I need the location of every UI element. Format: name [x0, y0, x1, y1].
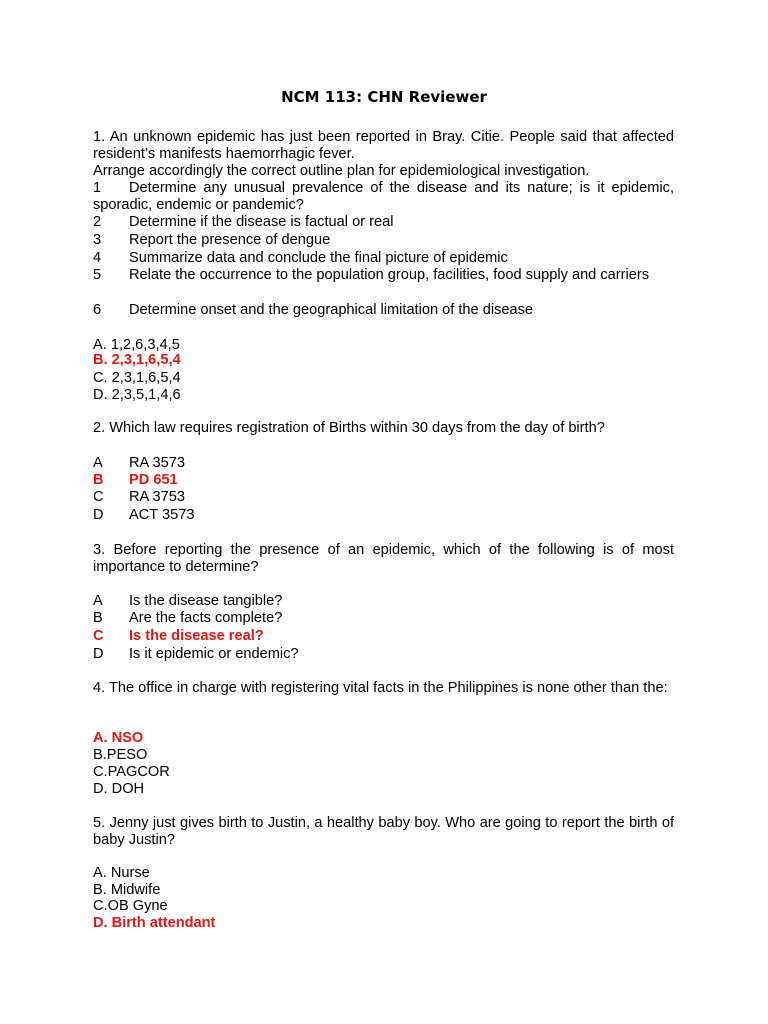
q1-option-d: D. 2,3,5,1,4,6	[93, 387, 181, 403]
q1-step-text: Relate the occurrence to the population group, facilities, food supply and carriers	[129, 267, 650, 283]
q3-stem: 3. Before reporting the presence of an epidemic, which of the following is of most importance to determine?	[93, 542, 674, 576]
option-text: Is it epidemic or endemic?	[129, 646, 299, 662]
q4-option-c: C.PAGCOR	[93, 764, 170, 780]
q5-stem: 5. Jenny just gives birth to Justin, a healthy baby boy. Who are going to report the birth of baby Justin?	[93, 815, 674, 849]
q4-option-a-answer: A. NSO	[93, 730, 144, 746]
q5-option-c: C.OB Gyne	[93, 898, 168, 914]
q1-stem: 1. An unknown epidemic has just been reported in Bray. Citie. People said that affected resident’s manifests haemorrhagic fever.	[93, 129, 674, 163]
q3-option-d	[93, 646, 674, 663]
q1-option-a: A. 1,2,6,3,4,5	[93, 337, 180, 353]
q2-option-b-answer	[93, 472, 674, 489]
q5-option-b: B. Midwife	[93, 882, 161, 898]
q5-option-d-answer: D. Birth attendant	[93, 915, 216, 931]
q1-step-number: 2	[93, 214, 102, 230]
q3-option-c-answer	[93, 628, 674, 645]
q1-step-number: 6	[93, 302, 102, 318]
q2-option-a	[93, 455, 674, 472]
q3-option-a	[93, 593, 674, 610]
option-text: Are the facts complete?	[129, 610, 283, 626]
q2-option-d	[93, 507, 674, 524]
option-letter: A	[93, 593, 103, 609]
q4-option-d: D. DOH	[93, 781, 145, 797]
q1-step-3	[93, 232, 674, 249]
option-letter: B	[93, 472, 104, 488]
q5-option-a: A. Nurse	[93, 865, 150, 881]
option-text: ACT 3573	[129, 507, 195, 523]
q1-step-6	[93, 302, 674, 319]
q1-instruction: Arrange accordingly the correct outline plan for epidemiological investigation.	[93, 163, 590, 179]
q1-step-number: 3	[93, 232, 102, 248]
q1-step-text: Report the presence of dengue	[129, 232, 331, 248]
q1-step-text: Summarize data and conclude the final picture of epidemic	[129, 250, 508, 266]
option-text: Is the disease tangible?	[129, 593, 283, 609]
option-text: PD 651	[129, 472, 178, 488]
q1-step-text: Determine onset and the geographical limitation of the disease	[129, 302, 534, 318]
option-letter: A	[93, 455, 103, 471]
option-text: RA 3753	[129, 489, 185, 505]
q3-option-b	[93, 610, 674, 627]
q1-step-4	[93, 250, 674, 267]
q1-step-number: 5	[93, 267, 102, 283]
q1-option-b-answer: B. 2,3,1,6,5,4	[93, 352, 181, 368]
page-title: NCM 113: CHN Reviewer	[281, 88, 487, 106]
q1-option-c: C. 2,3,1,6,5,4	[93, 370, 181, 386]
option-letter: B	[93, 610, 103, 626]
q2-option-c	[93, 489, 674, 506]
q1-step-1	[93, 180, 674, 214]
q1-step-text: Determine any unusual prevalence of the disease and its nature; is it epidemic, sporadic, endemic or pandemic?	[93, 180, 674, 214]
option-letter: D	[93, 646, 104, 662]
q1-step-2	[93, 214, 674, 231]
q4-stem: 4. The office in charge with registering vital facts in the Philippines is none other than the:	[93, 680, 668, 696]
q1-step-number: 1	[93, 180, 102, 196]
q1-step-text: Determine if the disease is factual or real	[129, 214, 394, 230]
q4-option-b: B.PESO	[93, 747, 148, 763]
option-letter: D	[93, 507, 104, 523]
option-letter: C	[93, 489, 104, 505]
q1-step-5	[93, 267, 674, 284]
q2-stem: 2. Which law requires registration of Births within 30 days from the day of birth?	[93, 420, 605, 436]
q1-step-number: 4	[93, 250, 102, 266]
option-letter: C	[93, 628, 104, 644]
option-text: RA 3573	[129, 455, 185, 471]
option-text: Is the disease real?	[129, 628, 264, 644]
